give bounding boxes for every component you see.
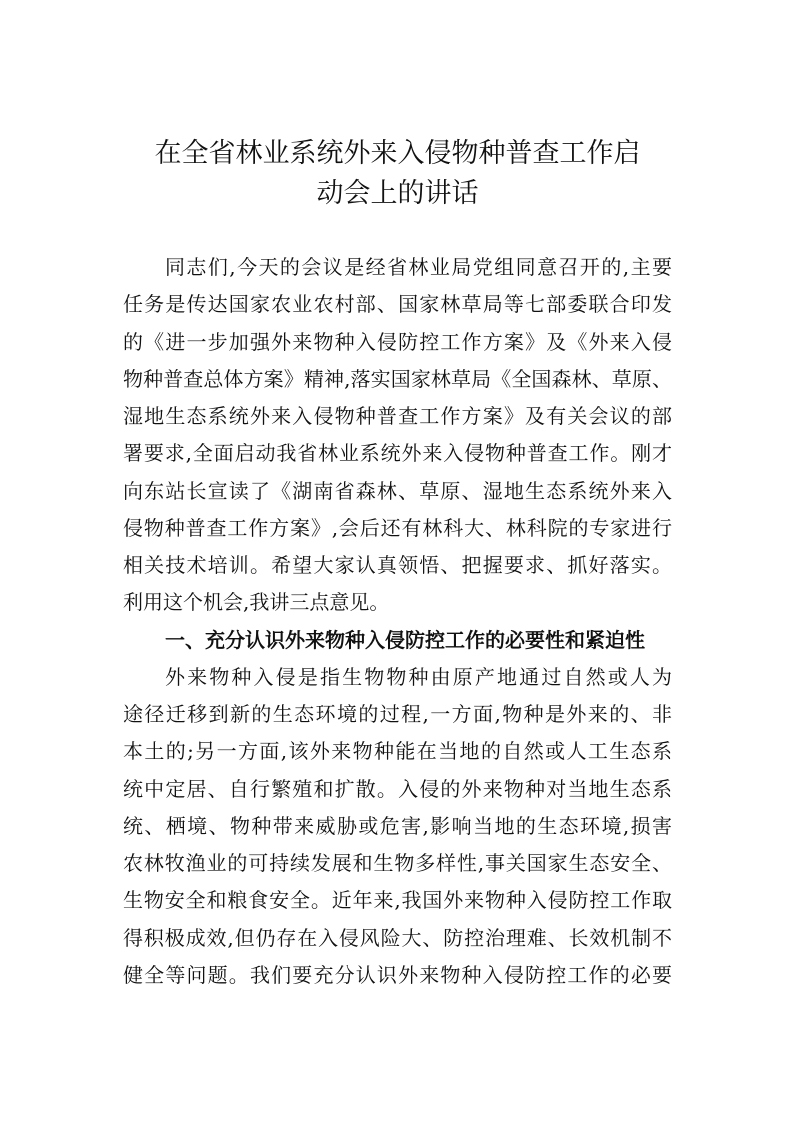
paragraph-section-1 [123,659,672,994]
text-line: 物种普查总体方案》精神,落实国家林草局《全国森林、草原、 [123,366,672,391]
text-line: 生物安全和粮食安全。近年来,我国外来物种入侵防控工作取 [123,888,672,913]
text-line: 本土的;另一方面,该外来物种能在当地的自然或人工生态系 [123,739,672,764]
text-line: 的《进一步加强外来物种入侵防控工作方案》及《外来入侵 [123,329,672,354]
title-line: 在全省林业系统外来入侵物种普查工作启 [154,138,641,169]
text-line: 侵物种普查工作方案》,会后还有林科大、林科院的专家进行 [123,515,672,540]
text-line: 相关技术培训。希望大家认真领悟、把握要求、抓好落实。 [123,553,672,577]
text-line: 向东站长宣读了《湖南省森林、草原、湿地生态系统外来入 [123,478,672,503]
text-line: 署要求,全面启动我省林业系统外来入侵物种普查工作。刚才 [123,441,672,466]
section-heading-1 [123,622,672,659]
text-line: 利用这个机会,我讲三点意见。 [123,590,390,615]
document-body [123,249,672,994]
text-line: 途径迁移到新的生态环境的过程,一方面,物种是外来的、非 [123,702,672,726]
text-line: 任务是传达国家农业农村部、国家林草局等七部委联合印发 [123,292,672,317]
title-line: 动会上的讲话 [316,177,479,209]
text-line: 农林牧渔业的可持续发展和生物多样性,事关国家生态安全、 [123,851,672,875]
text-line: 健全等问题。我们要充分认识外来物种入侵防控工作的必要 [123,962,672,987]
text-line: 外来物种入侵是指生物物种由原产地通过自然或人为 [165,664,672,689]
text-line: 同志们,今天的会议是经省林业局党组同意召开的,主要 [165,255,672,279]
text-line: 统中定居、自行繁殖和扩散。入侵的外来物种对当地生态系 [123,776,672,801]
paragraph-intro [123,249,672,622]
text-line: 得积极成效,但仍存在入侵风险大、防控治理难、长效机制不 [123,925,672,950]
section-heading: 一、充分认识外来物种入侵防控工作的必要性和紧迫性 [165,627,645,652]
text-line: 湿地生态系统外来入侵物种普查工作方案》及有关会议的部 [123,404,672,428]
document-title [123,134,672,213]
text-line: 统、栖境、物种带来威胁或危害,影响当地的生态环境,损害 [123,813,672,838]
